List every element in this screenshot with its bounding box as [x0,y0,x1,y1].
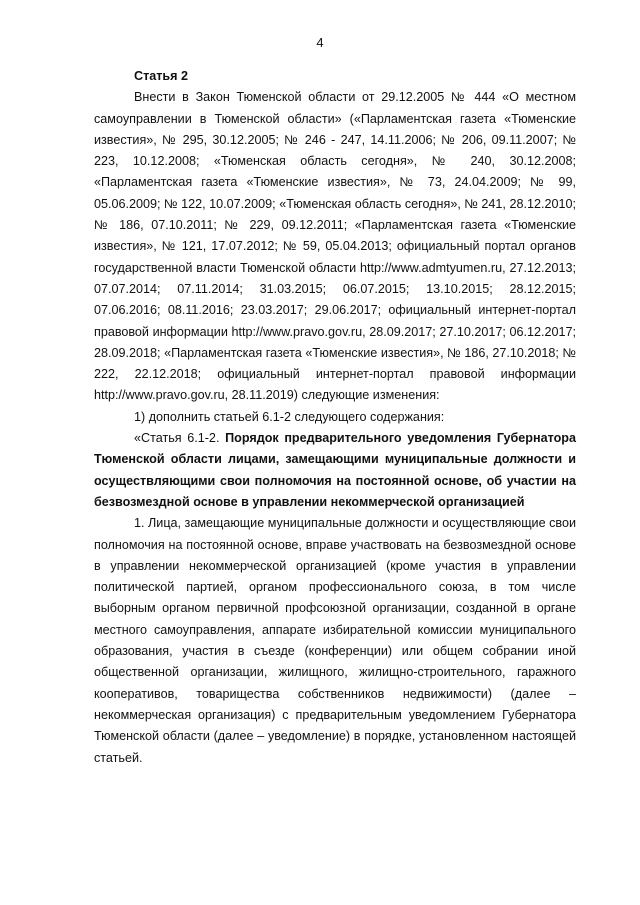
page-number: 4 [316,35,324,50]
document-body [94,66,576,769]
clause-1-paragraph: 1. Лица, замещающие муниципальные должности и осуществляющие свои полномочия на постоянной основе, вправе участвовать на безвозмездной основе в управлении некоммерческой организацией (кроме участия в управлении политической партией, органом профессионального союза, в том числе выборным органом первичной профсоюзной организации, созданной в органе местного самоуправления, аппарате избирательной комиссии муниципального образования, участия в съезде (конференции) или общем собрании иной общественной организации, жилищного, жилищно-строительного, гаражного кооперативов, товарищества собственников недвижимости) (далее – некоммерческая организация) с предварительным уведомлением Губернатора Тюменской области (далее – уведомление) в порядке, установленном настоящей статьей. [94,516,576,765]
new-article-title-text: Порядок предварительного уведомления Губернатора Тюменской области лицами, замещающими муниципальные должности и осуществляющими свои полномочия на постоянной основе, об участии на безвозмездной основе в управлении некоммерческой организацией [94,431,576,509]
article-intro-paragraph: Внести в Закон Тюменской области от 29.12.2005 № 444 «О местном самоуправлении в Тюменской области» («Парламентская газета «Тюменские известия», № 295, 30.12.2005; № 246 - 247, 14.11.2006; № 206, 09.11.2007; № 223, 10.12.2008; «Тюменская область сегодня», № 240, 30.12.2008; «Парламентская газета «Тюменские известия», № 73, 24.04.2009; № 99, 05.06.2009; № 122, 10.07.2009; «Тюменская область сегодня», № 241, 28.12.2010; № 186, 07.10.2011; № 229, 09.12.2011; «Парламентская газета «Тюменские известия», № 121, 17.07.2012; № 59, 05.04.2013; официальный портал органов государственной власти Тюменской области http://www.admtyumen.ru, 27.12.2013; 07.07.2014; 07.11.2014; 31.03.2015; 06.07.2015; 13.10.2015; 28.12.2015; 07.06.2016; 08.11.2016; 23.03.2017; 29.06.2017; официальный интернет-портал правовой информации http://www.pravo.gov.ru, 28.09.2017; 27.10.2017; 06.12.2017; 28.09.2018; «Парламентская газета «Тюменские известия», № 186, 27.10.2018; № 222, 22.12.2018; официальный интернет-портал правовой информации http://www.pravo.gov.ru, 28.11.2019) следующие изменения: [94,90,576,403]
new-article-title [94,428,576,513]
article-heading: Статья 2 [134,69,189,83]
new-article-lead: «Статья 6.1-2. [134,431,226,446]
item-1-paragraph: 1) дополнить статьей 6.1-2 следующего содержания: [134,409,445,424]
